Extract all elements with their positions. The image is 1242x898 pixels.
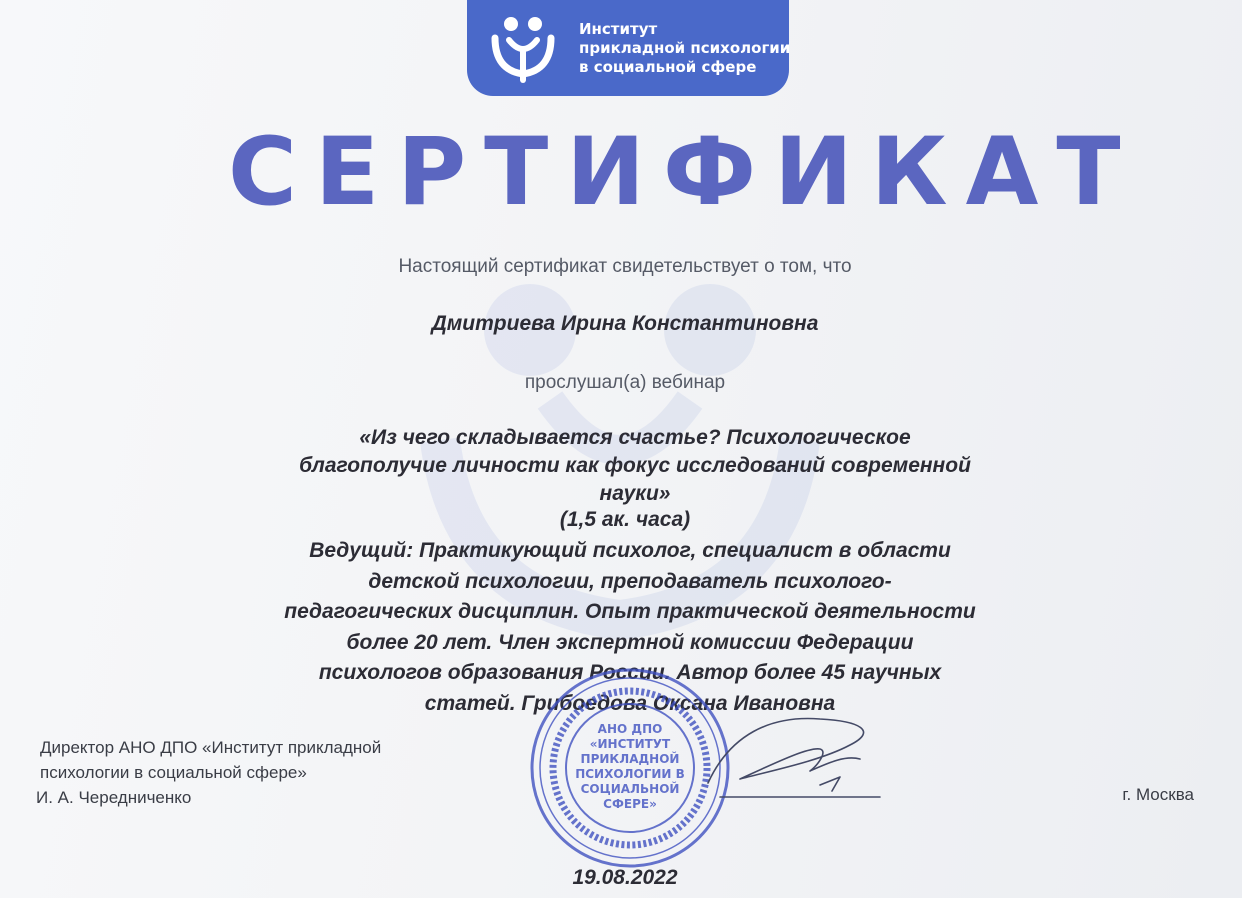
- stamp-text-line: АНО ДПО: [597, 722, 663, 736]
- institute-name: [579, 20, 790, 77]
- institute-name-line2: прикладной психологии: [579, 39, 791, 57]
- host-line: более 20 лет. Член экспертной комиссии Федерации: [346, 630, 914, 654]
- host-line: статей. Грибоедова Оксана Ивановна: [424, 691, 836, 715]
- webinar-title-line: благополучие личности как фокус исследований современной: [299, 454, 971, 477]
- recipient-name: Дмитриева Ирина Константиновна: [431, 312, 819, 335]
- host-line: педагогических дисциплин. Опыт практической деятельности: [284, 600, 976, 623]
- stamp-text-line: ПСИХОЛОГИИ В: [575, 767, 685, 781]
- issue-date: 19.08.2022: [572, 866, 678, 889]
- webinar-title-line: «Из чего складывается счастье? Психологическое: [359, 426, 911, 449]
- city-label: г. Москва: [1122, 785, 1194, 804]
- webinar-title: [250, 424, 1020, 508]
- action-text: прослушал(а) вебинар: [524, 372, 726, 393]
- stamp-text-line: ПРИКЛАДНОЙ: [580, 752, 680, 766]
- director-block: [36, 735, 382, 810]
- director-title-line2: психологии в социальной сфере»: [40, 763, 307, 782]
- director-name: И. А. Чередниченко: [36, 788, 192, 807]
- stamp-text-line: СОЦИАЛЬНОЙ: [580, 782, 680, 796]
- stamp-text-line: «ИНСТИТУТ: [589, 737, 671, 751]
- certificate-title: СЕРТИФИКАТ: [228, 118, 1139, 227]
- signature-icon: [700, 705, 890, 815]
- director-title-line1: Директор АНО ДПО «Институт прикладной: [40, 738, 382, 757]
- institute-name-line1: Институт: [579, 20, 658, 38]
- institute-logo-banner: [467, 0, 789, 96]
- people-hands-logo-icon: [485, 10, 561, 84]
- webinar-hours: (1,5 ак. часа): [559, 508, 691, 531]
- host-line: Ведущий: Практикующий психолог, специалист в области: [309, 539, 951, 562]
- host-line: детской психологии, преподаватель психолого-: [368, 569, 892, 593]
- institute-name-line3: в социальной сфере: [579, 58, 757, 76]
- stamp-text-line: СФЕРЕ»: [603, 797, 657, 811]
- webinar-title-line: науки»: [599, 482, 671, 505]
- host-line: психологов образования России. Автор более 45 научных: [318, 661, 942, 684]
- certificate-subtitle: Настоящий сертификат свидетельствует о том, что: [398, 256, 852, 277]
